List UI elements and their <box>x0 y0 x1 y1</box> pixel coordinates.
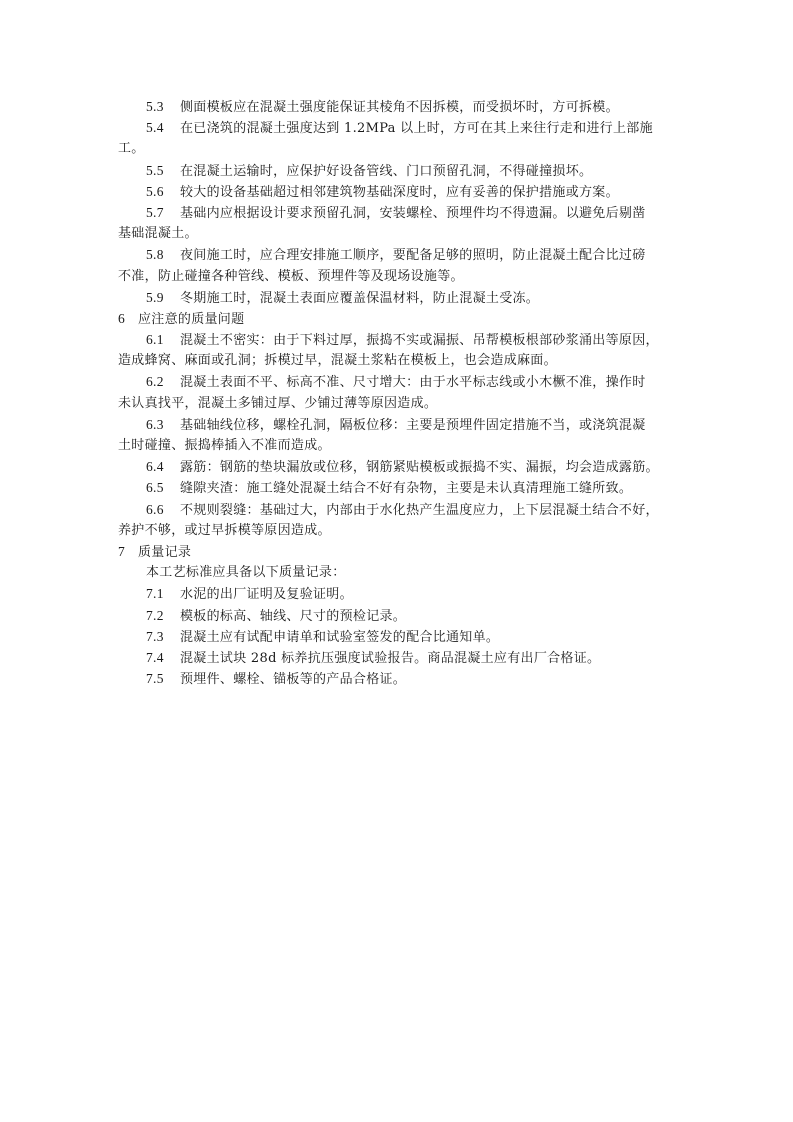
clause-7-3 <box>118 626 680 647</box>
clause-text: 夜间施工时，应合理安排施工顺序，要配备足够的照明，防止混凝土配合比过磅 <box>180 248 646 264</box>
clause-text: 缝隙夹渣：施工缝处混凝土结合不好有杂物，主要是未认真清理施工缝所致。 <box>180 481 633 497</box>
clause-number: 6.3 <box>146 416 164 432</box>
intro-text: 本工艺标准应具备以下质量记录： <box>146 565 346 581</box>
clause-6-1 <box>118 329 680 371</box>
clause-7-4 <box>118 647 680 668</box>
clause-text-continued: 造成蜂窝、麻面或孔洞；拆模过早，混凝土浆粘在模板上，也会造成麻面。 <box>118 353 557 369</box>
clause-text: 模板的标高、轴线、尺寸的预检记录。 <box>180 608 407 624</box>
section-7-intro <box>118 562 680 583</box>
clause-6-4 <box>118 456 680 477</box>
clause-number: 5.7 <box>146 204 164 220</box>
clause-number: 6.2 <box>146 374 164 390</box>
clause-number: 6.5 <box>146 480 164 496</box>
clause-number: 5.6 <box>146 183 164 199</box>
clause-5-4 <box>118 117 680 159</box>
section-number: 7 <box>118 543 126 559</box>
clause-text: 侧面模板应在混凝土强度能保证其棱角不因拆模，而受损坏时，方可拆模。 <box>180 100 619 115</box>
section-heading-6 <box>118 308 680 329</box>
clause-number: 6.1 <box>146 332 164 348</box>
clause-number: 5.9 <box>146 289 164 305</box>
clause-number: 5.8 <box>146 247 164 263</box>
clause-text: 露筋：钢筋的垫块漏放或位移，钢筋紧贴模板或振捣不实、漏振，均会造成露筋。 <box>180 460 659 476</box>
clause-text: 预埋件、螺栓、锚板等的产品合格证。 <box>180 672 407 688</box>
clause-5-9 <box>118 287 680 308</box>
clause-number: 5.3 <box>146 99 164 114</box>
clause-6-5 <box>118 477 680 498</box>
clause-number: 6.6 <box>146 501 164 517</box>
clause-7-2 <box>118 605 680 626</box>
clause-5-6 <box>118 181 680 202</box>
clause-number: 7.2 <box>146 607 164 623</box>
clause-text-continued: 工。 <box>118 141 145 157</box>
clause-text: 混凝土表面不平、标高不准、尺寸增大：由于水平标志线或小木橛不准，操作时 <box>180 375 646 391</box>
clause-number: 7.5 <box>146 671 164 687</box>
clause-number: 7.1 <box>146 586 164 602</box>
clause-text: 在已浇筑的混凝土强度达到 1.2MPa 以上时，方可在其上来往行走和进行上部施 <box>180 121 653 137</box>
clause-text: 在混凝土运输时，应保护好设备管线、门口预留孔洞，不得碰撞损坏。 <box>180 163 593 179</box>
clause-6-6 <box>118 499 680 541</box>
clause-text: 水泥的出厂证明及复验证明。 <box>180 587 353 603</box>
clause-text: 基础轴线位移，螺栓孔洞，隔板位移：主要是预埋件固定措施不当，或浇筑混凝 <box>180 417 646 433</box>
section-title: 质量记录 <box>138 544 192 560</box>
clause-5-8 <box>118 244 680 286</box>
clause-text-continued: 未认真找平，混凝土多铺过厚、少铺过薄等原因造成。 <box>118 395 438 411</box>
document-page <box>118 96 680 689</box>
clause-number: 6.4 <box>146 459 164 475</box>
clause-text: 混凝土应有试配申请单和试验室签发的配合比通知单。 <box>180 629 500 645</box>
clause-number: 7.3 <box>146 628 164 644</box>
clause-text: 冬期施工时，混凝土表面应覆盖保温材料，防止混凝土受冻。 <box>180 290 540 306</box>
clause-text-continued: 土时碰撞、振捣棒插入不准而造成。 <box>118 438 331 453</box>
clause-7-5 <box>118 668 680 689</box>
section-title: 应注意的质量问题 <box>138 311 245 327</box>
clause-text-continued: 基础混凝土。 <box>118 226 198 242</box>
clause-7-1 <box>118 583 680 604</box>
clause-5-5 <box>118 160 680 181</box>
clause-text: 混凝土试块 28d 标养抗压强度试验报告。商品混凝土应有出厂合格证。 <box>180 650 601 666</box>
clause-text: 混凝土不密实：由于下料过厚，振捣不实或漏振、吊帮模板根部砂浆涌出等原因， <box>180 333 659 349</box>
clause-6-2 <box>118 371 680 413</box>
clause-text-continued: 不准，防止碰撞各种管线、模板、预埋件等及现场设施等。 <box>118 268 464 284</box>
clause-number: 5.4 <box>146 120 164 136</box>
clause-text: 不规则裂缝：基础过大，内部由于水化热产生温度应力，上下层混凝土结合不好， <box>180 502 659 518</box>
clause-text-continued: 养护不够，或过早拆模等原因造成。 <box>118 522 331 538</box>
clause-5-7 <box>118 202 680 244</box>
clause-5-3 <box>118 96 680 117</box>
clause-6-3 <box>118 414 680 456</box>
section-heading-7 <box>118 541 680 562</box>
clause-number: 7.4 <box>146 649 164 665</box>
clause-text: 较大的设备基础超过相邻建筑物基础深度时，应有妥善的保护措施或方案。 <box>180 184 619 200</box>
clause-number: 5.5 <box>146 162 164 178</box>
section-number: 6 <box>118 310 126 326</box>
clause-text: 基础内应根据设计要求预留孔洞，安装螺栓、预埋件均不得遗漏。以避免后剔凿 <box>180 205 646 221</box>
